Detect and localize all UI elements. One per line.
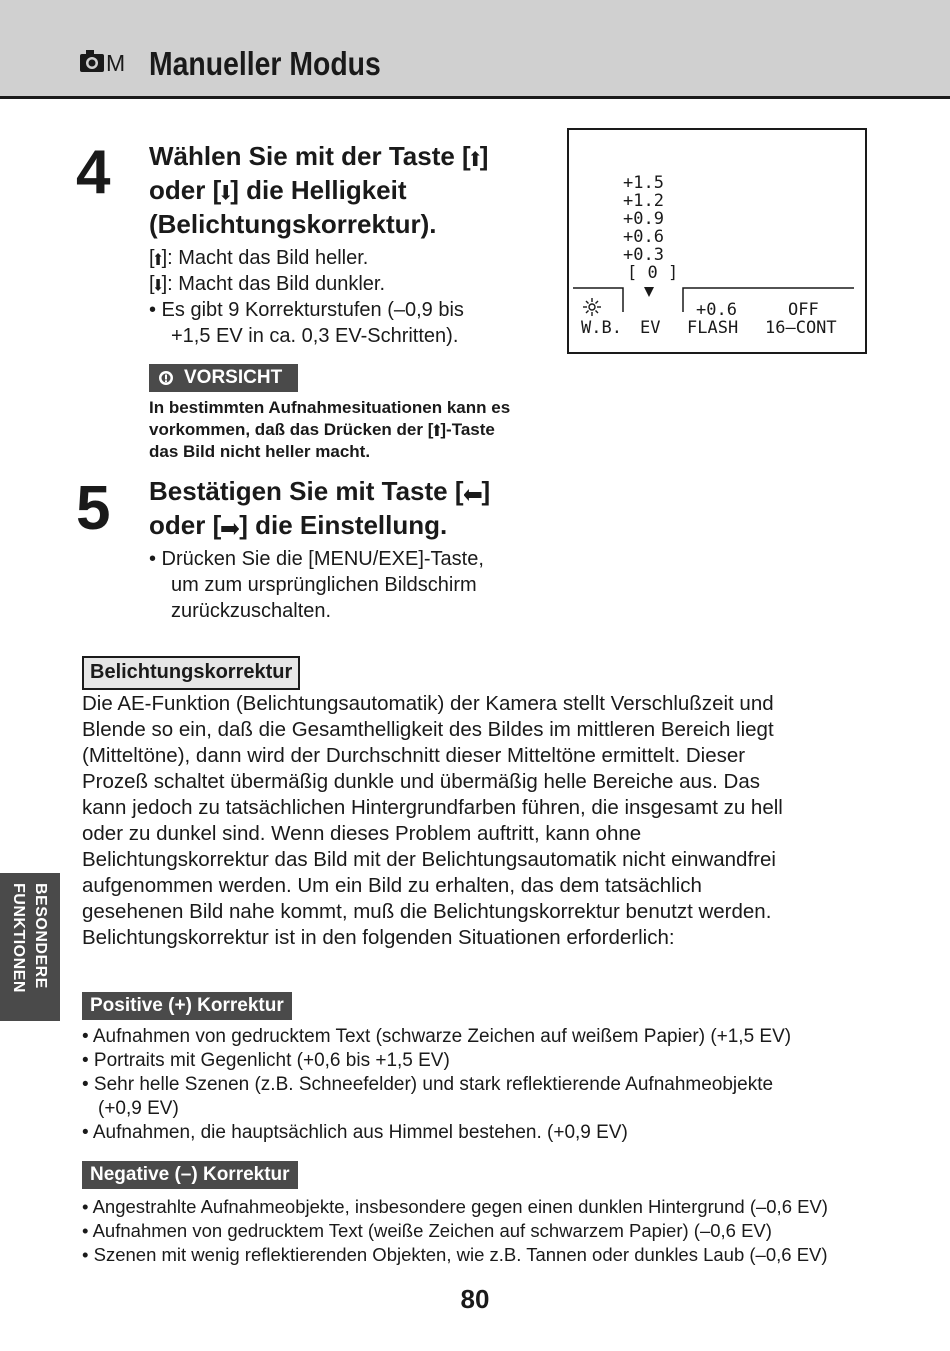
step-number: 5 — [76, 474, 111, 543]
ev-current-value: [ 0 ] — [627, 263, 679, 283]
caution-line: In bestimmten Aufnahmesituationen kann es — [149, 398, 511, 417]
list-item: • Aufnahmen, die hauptsächlich aus Himmel bestehen. (+0,9 EV) — [82, 1122, 628, 1143]
right-arrow-icon — [221, 523, 239, 535]
step-number: 4 — [76, 138, 111, 207]
paragraph-line: oder zu dunkel sind. Wenn dieses Problem auftritt, kann ohne — [82, 822, 642, 845]
down-arrow-icon — [155, 279, 162, 291]
paragraph-line: gesehenen Bild nahe kommt, muß die Belichtungskorrektur benutzt werden. — [82, 900, 772, 923]
step-instructions — [149, 245, 569, 349]
paragraph-line: Belichtungskorrektur ist in den folgenden Situationen erforderlich: — [82, 926, 675, 949]
step-title-text: oder [ — [149, 175, 222, 205]
step-title-text: ] — [479, 141, 489, 171]
ev-value: +0.6 — [696, 300, 737, 320]
ev-scale-value: +1.5 — [623, 173, 664, 193]
mode-letter: M — [106, 50, 126, 76]
paragraph-line: aufgenommen werden. Um ein Bild zu erhalten, das dem tatsächlich — [82, 874, 702, 897]
list-item: • Szenen mit wenig reflektierenden Objekten, wie z.B. Tannen oder dunkles Laub (–0,6 EV) — [82, 1244, 828, 1265]
side-tab-text: BESONDERE — [32, 883, 49, 989]
side-tab-text: FUNKTIONEN — [10, 883, 27, 993]
caution-line: vorkommen, daß das Drücken der [ — [149, 420, 434, 439]
list-item: • Portraits mit Gegenlicht (+0,6 bis +1,5 EV) — [82, 1050, 450, 1071]
step-title-text: Bestätigen Sie mit Taste [ — [149, 476, 464, 506]
page-header — [0, 0, 950, 99]
list-item: • Aufnahmen von gedrucktem Text (weiße Zeichen auf schwarzem Papier) (–0,6 EV) — [82, 1220, 772, 1241]
flash-label: FLASH — [687, 318, 739, 338]
lcd-screen-illustration — [567, 128, 867, 354]
caution-label — [149, 364, 298, 392]
paragraph-line: (Mitteltöne), dann wird der Durchschnitt dieser Mitteltöne ermittelt. Dieser — [82, 744, 746, 767]
section-side-tab — [0, 873, 60, 1021]
paragraph-line: Belichtungskorrektur das Bild mit der Belichtungsautomatik nicht einwandfrei — [82, 848, 776, 871]
paragraph-line: Die AE-Funktion (Belichtungsautomatik) der Kamera stellt Verschlußzeit und — [82, 692, 774, 715]
negative-correction-list — [82, 1195, 882, 1267]
wb-label: W.B. — [581, 318, 622, 338]
list-item: • Sehr helle Szenen (z.B. Schneefelder) und stark reflektierende Aufnahmeobjekte — [82, 1074, 774, 1095]
step-title-text: ] — [481, 476, 491, 506]
ev-scale-value: +0.9 — [623, 209, 664, 229]
step-instructions — [149, 546, 569, 624]
bullet-text: zurückzuschalten. — [171, 600, 332, 622]
sun-icon — [583, 298, 601, 316]
ev-scale-value: +0.3 — [623, 245, 664, 265]
step-title-text: ] die Einstellung. — [239, 510, 448, 540]
page-number: 80 — [460, 1284, 490, 1314]
step-title — [149, 474, 569, 542]
list-item: • Angestrahlte Aufnahmeobjekte, insbesondere gegen einen dunklen Hintergrund (–0,6 EV) — [82, 1196, 828, 1217]
page-title: Manueller Modus — [149, 45, 381, 82]
bullet-text: • Es gibt 9 Korrekturstufen (–0,9 bis — [149, 299, 464, 321]
camera-icon — [80, 50, 104, 72]
down-arrow-icon — [221, 185, 230, 200]
negative-correction-label: Negative (–) Korrektur — [82, 1161, 298, 1189]
lcd-display — [569, 130, 865, 352]
paragraph-line: Blende so ein, daß die Gesamthelligkeit des Bildes im mittleren Bereich liegt — [82, 718, 774, 741]
flash-value: OFF — [788, 300, 819, 320]
step-title-text: ] die Helligkeit — [230, 175, 407, 205]
cont-label: 16–CONT — [765, 318, 837, 338]
bullet-text: um zum ursprünglichen Bildschirm — [171, 574, 477, 596]
list-item: • Aufnahmen von gedrucktem Text (schwarze Zeichen auf weißem Papier) (+1,5 EV) — [82, 1026, 792, 1047]
up-arrow-icon — [155, 253, 162, 265]
instruction-text: [ — [149, 273, 155, 295]
left-arrow-icon — [464, 489, 482, 501]
selection-pointer-icon — [644, 287, 654, 297]
info-paragraph — [82, 691, 882, 951]
caution-line: das Bild nicht heller macht. — [149, 442, 371, 461]
section-label: Belichtungskorrektur — [82, 656, 300, 690]
ev-label: EV — [640, 318, 661, 338]
instruction-text: [ — [149, 247, 155, 269]
step-title — [149, 139, 569, 241]
list-item: (+0,9 EV) — [98, 1098, 179, 1119]
instruction-text: ]: Macht das Bild heller. — [161, 247, 369, 269]
paragraph-line: kann jedoch zu tatsächlichen Hintergrundfarben führen, die insgesamt zu hell — [82, 796, 783, 819]
bullet-text: +1,5 EV in ca. 0,3 EV-Schritten). — [171, 325, 459, 347]
lcd-divider — [573, 288, 623, 312]
instruction-text: ]: Macht das Bild dunkler. — [161, 273, 386, 295]
paragraph-line: Prozeß schaltet übermäßig dunkle und übermäßig helle Bereiche aus. Das — [82, 770, 760, 793]
positive-correction-list — [82, 1025, 882, 1145]
caution-label-text: VORSICHT — [184, 367, 283, 388]
step-title-text: Wählen Sie mit der Taste [ — [149, 141, 471, 171]
ev-scale-value: +1.2 — [623, 191, 664, 211]
caution-icon — [158, 370, 174, 386]
step-title-text: (Belichtungskorrektur). — [149, 209, 437, 239]
up-arrow-icon — [471, 151, 480, 166]
positive-correction-label: Positive (+) Korrektur — [82, 992, 292, 1020]
bullet-text: • Drücken Sie die [MENU/EXE]-Taste, — [149, 548, 484, 570]
ev-scale-value: +0.6 — [623, 227, 664, 247]
caution-text — [149, 397, 559, 463]
step-title-text: oder [ — [149, 510, 222, 540]
caution-line: ]-Taste — [440, 420, 495, 439]
